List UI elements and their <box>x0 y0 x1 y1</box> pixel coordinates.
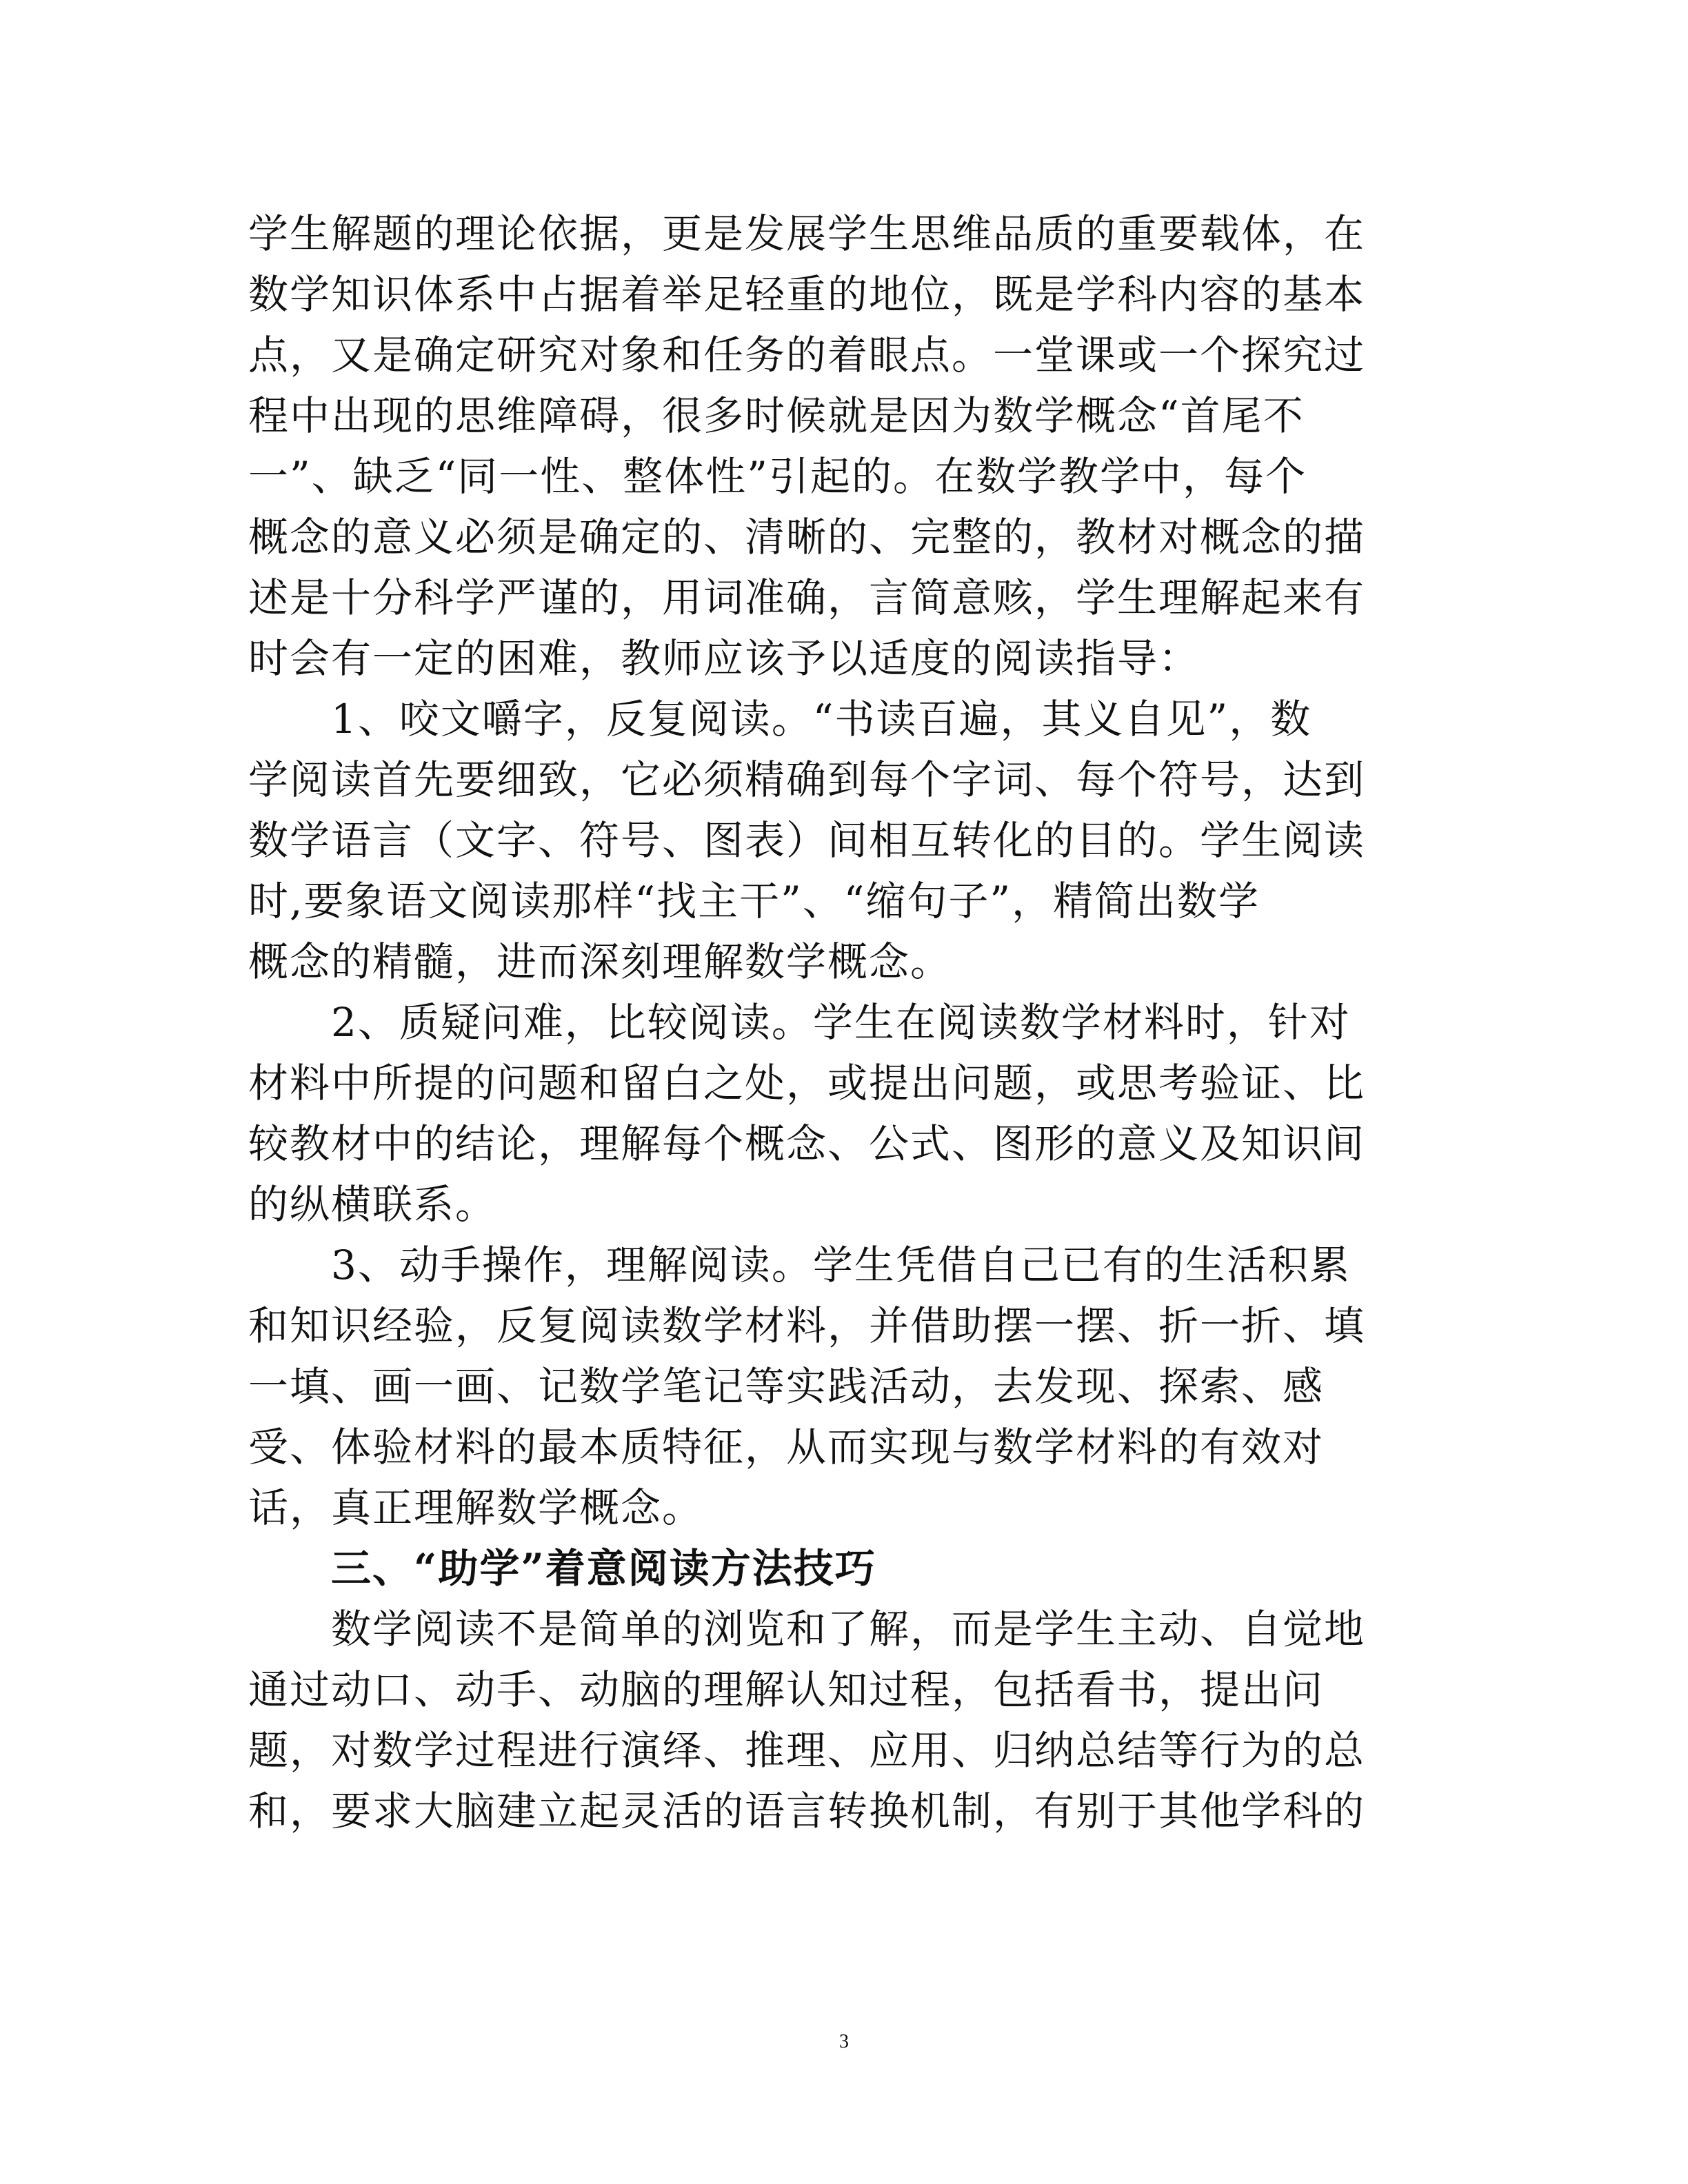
text-line: 概念的精髓，进而深刻理解数学概念。 <box>248 938 952 985</box>
text-line: 数学语言（文字、符号、图表）间相互转化的目的。学生阅读 <box>248 817 1366 864</box>
text-line: 2、质疑问难，比较阅读。学生在阅读数学材料时，针对 <box>331 999 1351 1046</box>
text-line: 话，真正理解数学概念。 <box>248 1484 704 1531</box>
text-line: 材料中所提的问题和留白之处，或提出问题，或思考验证、比 <box>248 1060 1366 1106</box>
text-line: 学阅读首先要细致，它必须精确到每个字词、每个符号，达到 <box>248 756 1366 803</box>
text-line: 的纵横联系。 <box>248 1181 497 1228</box>
text-line: 1、咬文嚼字，反复阅读。“书读百遍，其义自见”，数 <box>331 696 1312 742</box>
text-line: 一填、画一画、记数学笔记等实践活动，去发现、探索、感 <box>248 1363 1325 1410</box>
text-line: 数学阅读不是简单的浏览和了解，而是学生主动、自觉地 <box>331 1606 1366 1652</box>
text-line: 点，又是确定研究对象和任务的着眼点。一堂课或一个探究过 <box>248 332 1366 378</box>
text-line: 述是十分科学严谨的，用词准确，言简意赅，学生理解起来有 <box>248 574 1366 621</box>
text-line: 程中出现的思维障碍，很多时候就是因为数学概念“首尾不 <box>248 392 1305 439</box>
body-text <box>248 203 1434 1841</box>
text-line: 学生解题的理论依据，更是发展学生思维品质的重要载体，在 <box>248 210 1366 257</box>
text-line: 题，对数学过程进行演绎、推理、应用、归纳总结等行为的总 <box>248 1727 1366 1774</box>
text-line: 概念的意义必须是确定的、清晰的、完整的，教材对概念的描 <box>248 514 1366 560</box>
text-line: 3、动手操作，理解阅读。学生凭借自己已有的生活积累 <box>331 1242 1351 1288</box>
text-line: 通过动口、动手、动脑的理解认知过程，包括看书，提出问 <box>248 1666 1325 1713</box>
text-line: 受、体验材料的最本质特征，从而实现与数学材料的有效对 <box>248 1424 1325 1470</box>
text-line: 数学知识体系中占据着举足轻重的地位，既是学科内容的基本 <box>248 271 1366 318</box>
text-line: 时,要象语文阅读那样“找主干”、“缩句子”，精简出数学 <box>248 878 1260 924</box>
section-heading: 三、“助学”着意阅读方法技巧 <box>331 1545 876 1592</box>
text-line: 一”、缺乏“同一性、整体性”引起的。在数学教学中，每个 <box>248 453 1307 500</box>
text-line: 和，要求大脑建立起灵活的语言转换机制，有别于其他学科的 <box>248 1788 1366 1834</box>
text-line: 较教材中的结论，理解每个概念、公式、图形的意义及知识间 <box>248 1120 1366 1167</box>
text-line: 和知识经验，反复阅读数学材料，并借助摆一摆、折一折、填 <box>248 1302 1366 1349</box>
page-number: 3 <box>839 2031 849 2052</box>
text-line: 时会有一定的困难，教师应该予以适度的阅读指导： <box>248 635 1200 682</box>
